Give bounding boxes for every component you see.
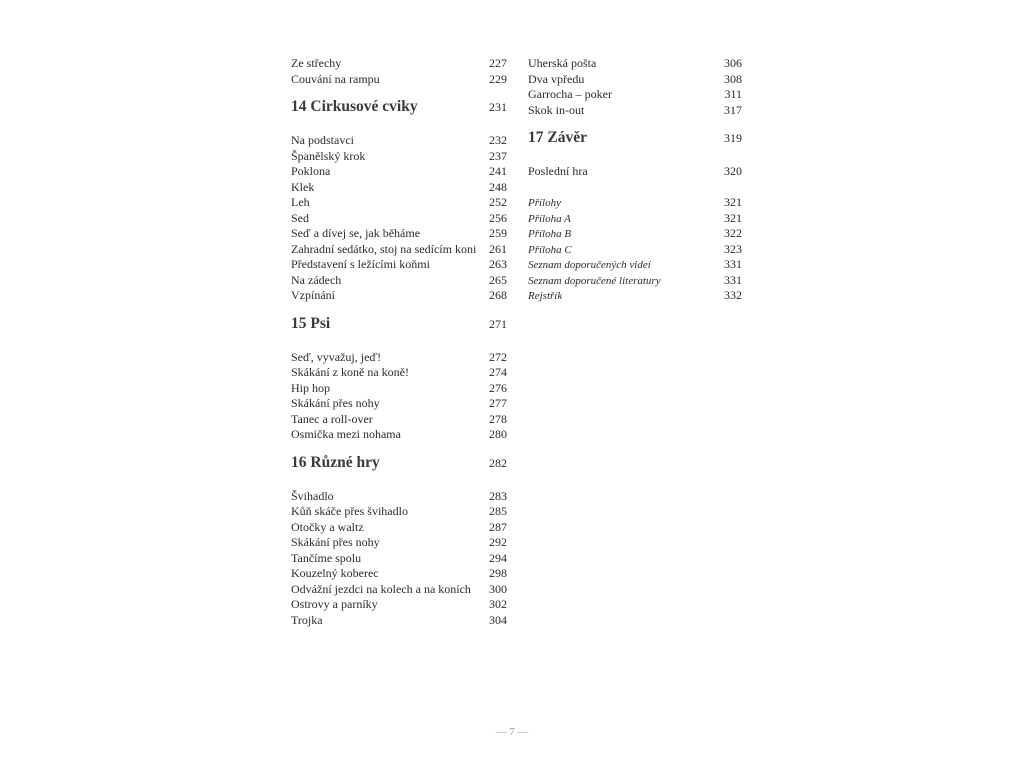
toc-appendix-entry[interactable]: [528, 226, 742, 242]
toc-entry-page: 317: [724, 102, 742, 117]
toc-entry[interactable]: [291, 195, 507, 211]
toc-entry-page: 322: [724, 226, 742, 240]
toc-entry[interactable]: [291, 613, 507, 629]
toc-entry[interactable]: [291, 597, 507, 613]
toc-entry-page: 271: [489, 316, 507, 331]
toc-entry[interactable]: [291, 489, 507, 505]
toc-entry-page: 256: [489, 210, 507, 225]
toc-entry[interactable]: [291, 257, 507, 273]
toc-entry-page: 311: [724, 87, 742, 101]
toc-entry-title: Odvážní jezdci na kolech a na koních: [291, 581, 471, 596]
toc-entry-title: Klek: [291, 179, 315, 194]
toc-entry-title: Švihadlo: [291, 488, 334, 503]
toc-entry-page: 294: [489, 550, 507, 565]
toc-appendix-entry[interactable]: [528, 257, 742, 273]
toc-entry[interactable]: [291, 180, 507, 196]
toc-chapter-heading[interactable]: [291, 451, 507, 475]
toc-entry[interactable]: [291, 412, 507, 428]
toc-entry-page: 308: [724, 71, 742, 86]
toc-entry-title: Uherská pošta: [528, 56, 597, 70]
toc-appendix-entry[interactable]: [528, 195, 742, 211]
toc-entry[interactable]: [291, 535, 507, 551]
toc-entry-title: Ostrovy a parníky: [291, 597, 378, 611]
toc-entry-page: 232: [489, 133, 507, 147]
toc-entry[interactable]: [291, 365, 507, 381]
toc-entry-title: Příloha A: [528, 212, 571, 225]
toc-entry-page: 285: [489, 504, 507, 518]
toc-entry-page: 302: [489, 597, 507, 611]
toc-entry-title: Seď a dívej se, jak běháme: [291, 226, 421, 240]
toc-entry[interactable]: [291, 211, 507, 227]
toc-entry-title: Kůň skáče přes švihadlo: [291, 504, 408, 518]
toc-chapter-heading[interactable]: [291, 312, 507, 336]
toc-appendix-entry[interactable]: [528, 211, 742, 227]
toc-entry-title: 17 Závěr: [528, 129, 587, 146]
toc-entry[interactable]: [291, 288, 507, 304]
toc-entry-page: 304: [489, 612, 507, 627]
toc-appendix-entry[interactable]: [528, 288, 742, 304]
toc-entry-page: 252: [489, 195, 507, 209]
toc-entry-page: 323: [724, 241, 742, 256]
toc-entry-page: 331: [724, 257, 742, 271]
toc-entry-title: Na zádech: [291, 272, 342, 287]
toc-entry-page: 282: [489, 455, 507, 470]
toc-entry[interactable]: [291, 242, 507, 258]
toc-appendix-entry[interactable]: [528, 273, 742, 289]
toc-entry-page: 292: [489, 535, 507, 549]
toc-entry-title: Leh: [291, 195, 310, 209]
toc-entry-title: Trojka: [291, 612, 323, 627]
toc-entry-page: 332: [724, 288, 742, 302]
toc-entry[interactable]: [528, 72, 742, 88]
toc-entry[interactable]: [291, 273, 507, 289]
toc-entry-page: 227: [489, 56, 507, 70]
toc-entry[interactable]: [528, 103, 742, 119]
toc-entry-title: 15 Psi: [291, 314, 331, 332]
toc-entry-page: 280: [489, 427, 507, 441]
toc-entry-title: Seď, vyvažuj, jeď!: [291, 349, 382, 364]
toc-entry-title: Příloha C: [528, 243, 572, 256]
toc-left-column: [291, 56, 507, 628]
toc-appendix-entry[interactable]: [528, 242, 742, 258]
toc-entry-title: Skákání z koně na koně!: [291, 365, 409, 379]
toc-entry-page: 259: [489, 226, 507, 240]
toc-entry-page: 272: [489, 349, 507, 364]
toc-right-column: [528, 56, 742, 304]
toc-entry-title: Garrocha – poker: [528, 87, 612, 101]
toc-entry-title: Skok in-out: [528, 102, 585, 117]
toc-entry-title: Dva vpředu: [528, 71, 585, 86]
toc-entry-page: 268: [489, 288, 507, 302]
toc-entry-title: Skákání přes nohy: [291, 396, 380, 410]
toc-entry-page: 300: [489, 581, 507, 596]
toc-entry[interactable]: [291, 133, 507, 149]
toc-entry-page: 320: [724, 164, 742, 178]
toc-entry-title: Španělský krok: [291, 148, 366, 163]
toc-entry-title: Skákání přes nohy: [291, 535, 380, 549]
spacer: [528, 180, 742, 196]
toc-entry-title: Tančíme spolu: [291, 550, 362, 565]
toc-entry-page: 229: [489, 71, 507, 86]
toc-entry-title: Kouzelný koberec: [291, 566, 379, 580]
toc-entry-title: Hip hop: [291, 380, 330, 395]
toc-entry-title: Ze střechy: [291, 56, 342, 70]
toc-entry-page: 237: [489, 148, 507, 163]
toc-entry[interactable]: [291, 427, 507, 443]
toc-entry[interactable]: [291, 350, 507, 366]
toc-entry-title: Otočky a waltz: [291, 519, 364, 534]
toc-entry[interactable]: [291, 396, 507, 412]
toc-entry[interactable]: [291, 551, 507, 567]
toc-entry-title: Poslední hra: [528, 164, 588, 178]
toc-entry-page: 321: [724, 210, 742, 225]
toc-entry-page: 241: [489, 164, 507, 178]
toc-entry-page: 331: [724, 272, 742, 287]
toc-entry-title: Rejstřík: [528, 290, 563, 302]
toc-entry-title: Představení s ležícími koňmi: [291, 257, 430, 271]
toc-entry-page: 319: [724, 131, 742, 145]
toc-entry-page: 277: [489, 396, 507, 410]
toc-entry-title: Vzpínání: [291, 288, 335, 302]
toc-entry[interactable]: [291, 566, 507, 582]
toc-entry-title: Na podstavci: [291, 133, 354, 147]
toc-entry-title: Seznam doporučené literatury: [528, 274, 661, 287]
toc-entry-page: 263: [489, 257, 507, 271]
toc-entry-page: 274: [489, 365, 507, 379]
toc-entry-title: Couvání na rampu: [291, 71, 380, 86]
toc-entry-page: 261: [489, 241, 507, 256]
toc-entry-page: 298: [489, 566, 507, 580]
toc-entry-title: Přílohy: [528, 197, 561, 209]
toc-entry[interactable]: [291, 149, 507, 165]
toc-entry[interactable]: [291, 504, 507, 520]
toc-entry[interactable]: [291, 582, 507, 598]
page-number: — 7 —: [495, 726, 529, 738]
toc-entry-title: 14 Cirkusové cviky: [291, 98, 418, 115]
toc-entry-title: Zahradní sedátko, stoj na sedícím koni: [291, 241, 477, 256]
toc-entry-title: Poklona: [291, 164, 331, 178]
toc-entry-page: 321: [724, 195, 742, 209]
toc-entry-page: 231: [489, 100, 507, 114]
toc-entry[interactable]: [528, 164, 742, 180]
toc-entry-title: Sed: [291, 210, 309, 225]
toc-entry-title: Seznam doporučených videí: [528, 259, 651, 271]
toc-entry[interactable]: [291, 72, 507, 88]
toc-entry-page: 287: [489, 519, 507, 534]
toc-chapter-heading[interactable]: [291, 95, 507, 119]
toc-entry[interactable]: [528, 56, 742, 72]
toc-entry-title: Tanec a roll-over: [291, 411, 373, 426]
toc-entry-page: 283: [489, 488, 507, 503]
toc-chapter-heading[interactable]: [528, 126, 742, 150]
toc-entry-page: 306: [724, 56, 742, 70]
toc-entry-page: 276: [489, 380, 507, 395]
toc-entry[interactable]: [528, 87, 742, 103]
toc-entry-page: 248: [489, 179, 507, 194]
toc-entry-title: Příloha B: [528, 228, 572, 240]
toc-entry[interactable]: [291, 56, 507, 72]
toc-entry-title: 16 Různé hry: [291, 453, 380, 471]
toc-entry[interactable]: [291, 226, 507, 242]
toc-entry-page: 265: [489, 272, 507, 287]
toc-entry-page: 278: [489, 411, 507, 426]
toc-entry[interactable]: [291, 381, 507, 397]
toc-entry-title: Osmička mezi nohama: [291, 427, 401, 441]
toc-entry[interactable]: [291, 164, 507, 180]
toc-entry[interactable]: [291, 520, 507, 536]
